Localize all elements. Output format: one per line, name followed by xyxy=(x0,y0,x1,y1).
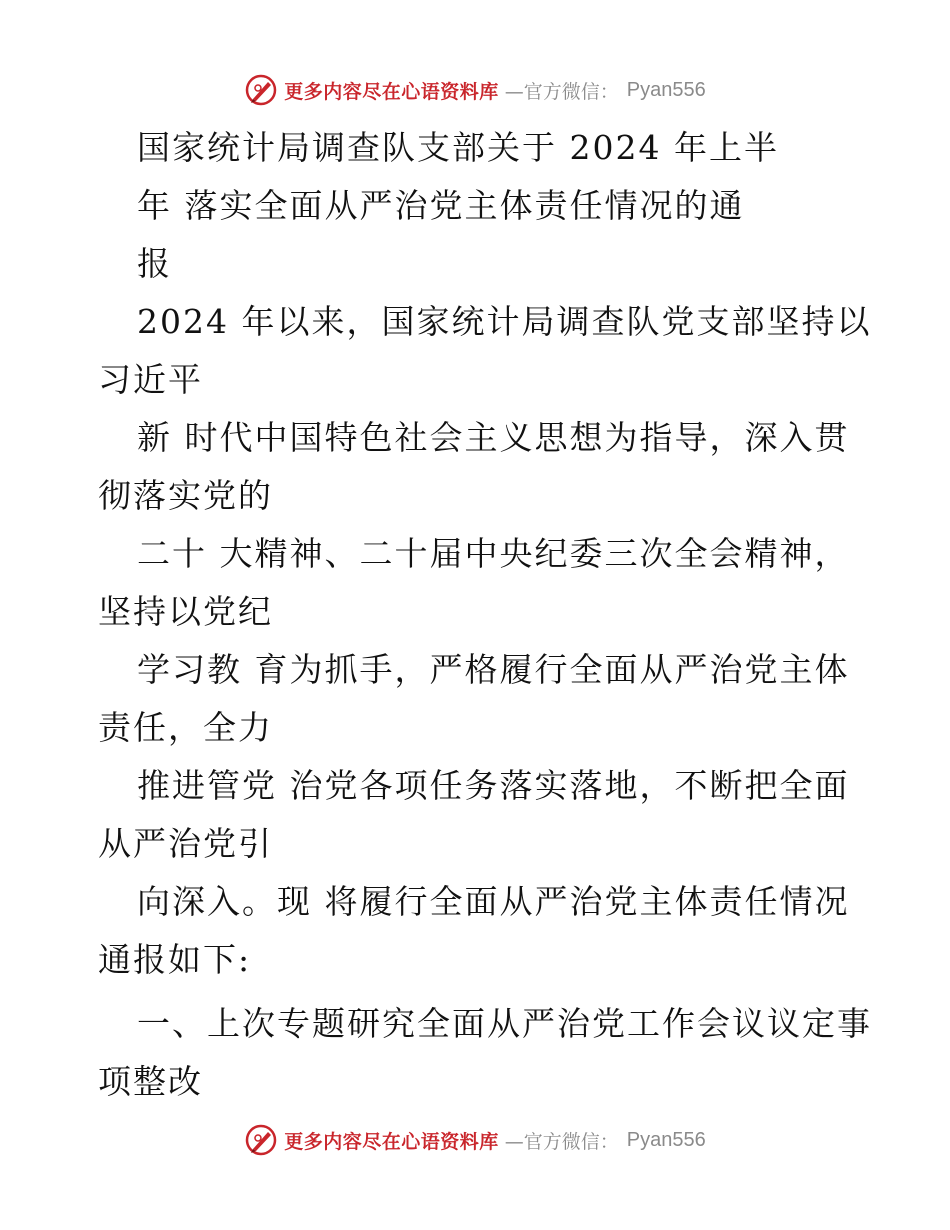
watermark-wechat-id: Pyan556 xyxy=(626,1128,706,1151)
title-line-2: 年 落实全面从严治党主体责任情况的通 xyxy=(137,186,745,225)
pen-logo-icon xyxy=(244,1123,278,1157)
body-line: 责任，全力 xyxy=(98,708,273,747)
body-line: 通报如下: xyxy=(98,940,252,979)
watermark-gray-text: —官方微信： xyxy=(504,1130,619,1153)
section-heading-line: 一、上次专题研究全面从严治党工作会议议定事 xyxy=(137,1004,872,1043)
pen-logo-icon xyxy=(244,73,278,107)
watermark-red-text: 更多内容尽在心语资料库 xyxy=(284,80,499,103)
body-line: 彻落实党的 xyxy=(98,476,273,515)
body-line: 推进管党 治党各项任务落实落地，不断把全面 xyxy=(137,766,850,805)
body-line: 坚持以党纪 xyxy=(98,592,273,631)
body-line: 2024 年以来，国家统计局调查队党支部坚持以 xyxy=(137,302,872,341)
watermark-red-text: 更多内容尽在心语资料库 xyxy=(284,1130,499,1153)
body-line: 学习教 育为抓手，严格履行全面从严治党主体 xyxy=(137,650,850,689)
body-line: 向深入。现 将履行全面从严治党主体责任情况 xyxy=(137,882,850,921)
body-line: 从严治党引 xyxy=(98,824,273,863)
body-line: 新 时代中国特色社会主义思想为指导，深入贯 xyxy=(137,418,850,457)
watermark-gray-text: —官方微信： xyxy=(504,80,619,103)
section-heading-line: 项整改 xyxy=(98,1062,203,1101)
watermark-header xyxy=(0,70,950,110)
body-line: 习近平 xyxy=(98,360,203,399)
watermark-footer xyxy=(0,1120,950,1160)
title-line-1: 国家统计局调查队支部关于 2024 年上半 xyxy=(137,128,779,167)
watermark-wechat-id: Pyan556 xyxy=(626,78,706,101)
body-line: 二十 大精神、二十届中央纪委三次全会精神， xyxy=(137,534,850,573)
title-line-3: 报 xyxy=(137,244,172,283)
